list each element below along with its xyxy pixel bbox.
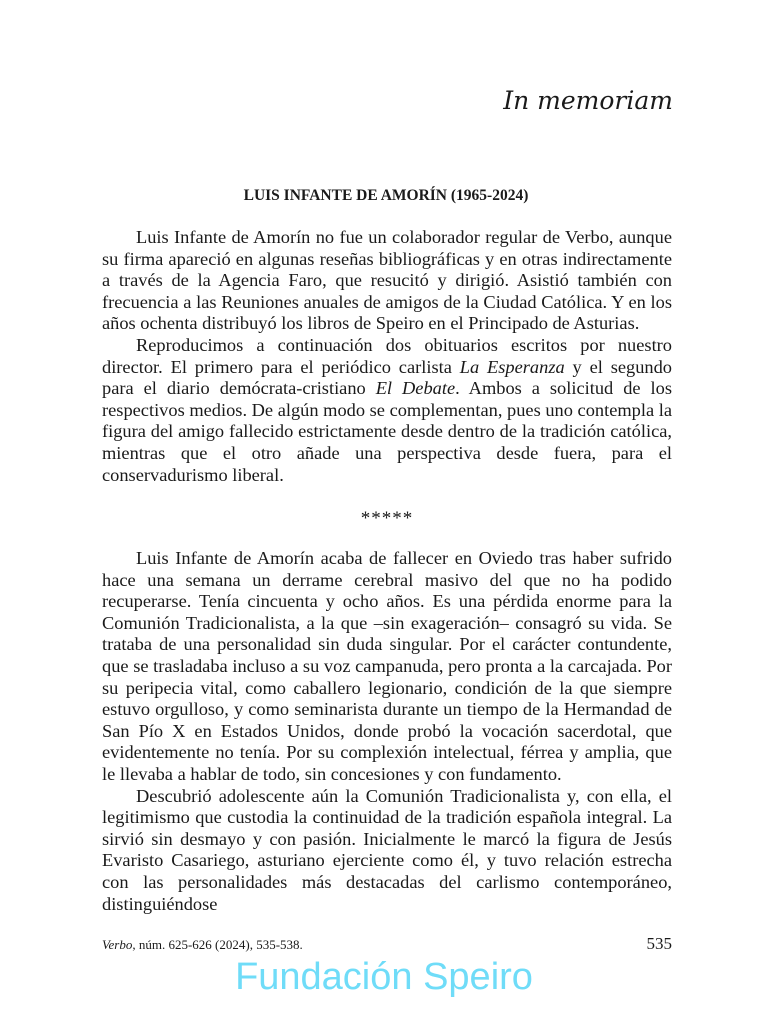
intro-paragraph-2 — [102, 335, 672, 486]
intro-paragraph-1: Luis Infante de Amorín no fue un colaborador regular de Verbo, aunque su firma apareció en algunas reseñas bibliográficas y en otras indirectamente a través de la Agencia Faro, que resucitó y dirigió. Asistió también con frecuencia a las Reuniones anuales de amigos de la Ciudad Católica. Y en los años ochenta distribuyó los libros de Speiro en el Principado de Asturias. — [102, 227, 672, 334]
citation-details: , núm. 625-626 (2024), 535-538. — [132, 937, 303, 952]
obituary-paragraph-2: Descubrió adolescente aún la Comunión Tradicionalista y, con ella, el legitimismo que custodia la continuidad de la tradición española integral. La sirvió sin desmayo y con pasión. Inicialmente le marcó la figura de Jesús Evaristo Casariego, asturiano ejerciente como él, y tuvo relación estrecha con las personalidades más destacadas del carlismo contemporáneo, distinguiéndose — [102, 785, 672, 914]
section-separator: ***** — [360, 508, 414, 529]
intro-text-e: . Ambos a solicitud de los respectivos medios. De algún modo se complementan, pues uno contempla la figura del amigo fallecido estrictamente desde dentro de la tradición católica, mientras que el otro añade una perspectiva desde fuera, para el conservadurismo liberal. — [102, 378, 672, 485]
newspaper-name-la-esperanza: La Esperanza — [459, 356, 565, 377]
intro-block — [102, 227, 672, 486]
newspaper-name-el-debate: El Debate — [375, 378, 456, 399]
intro-text-a: Reproducimos a continuación dos obituarios escritos por nuestro director. El primero para el periódico carlista — [102, 334, 672, 377]
obituary-block — [102, 548, 672, 915]
watermark: Fundación Speiro — [235, 956, 533, 998]
footer-citation — [102, 937, 303, 953]
intro-text-c: y el segundo para el diario demócrata-cristiano — [102, 356, 673, 399]
obituary-paragraph-1: Luis Infante de Amorín acaba de fallecer en Oviedo tras haber sufrido hace una semana un derrame cerebral masivo del que no ha podido recuperarse. Tenía cincuenta y ocho años. Es una pérdida enorme para la Comunión Tradicionalista, a la que –sin exageración– consagró su vida. Se trataba de una personalidad sin duda singular. Por el carácter contundente, que se trasladaba incluso a su voz campanuda, pero pronta a la carcajada. Por su peripecia vital, como caballero legionario, condición de la que siempre estuvo orgulloso, y como seminarista durante un tiempo de la Hermandad de San Pío X en Estados Unidos, donde probó la vocación sacerdotal, que evidentemente no tenía. Por su complexión intelectual, férrea y amplia, que le llevaba a hablar de todo, sin concesiones y con fundamento. — [102, 548, 672, 784]
journal-name: Verbo — [102, 937, 133, 952]
page-number: 535 — [646, 934, 672, 953]
article-heading: LUIS INFANTE DE AMORÍN (1965-2024) — [243, 187, 529, 204]
section-title: In memoriam — [503, 86, 673, 115]
